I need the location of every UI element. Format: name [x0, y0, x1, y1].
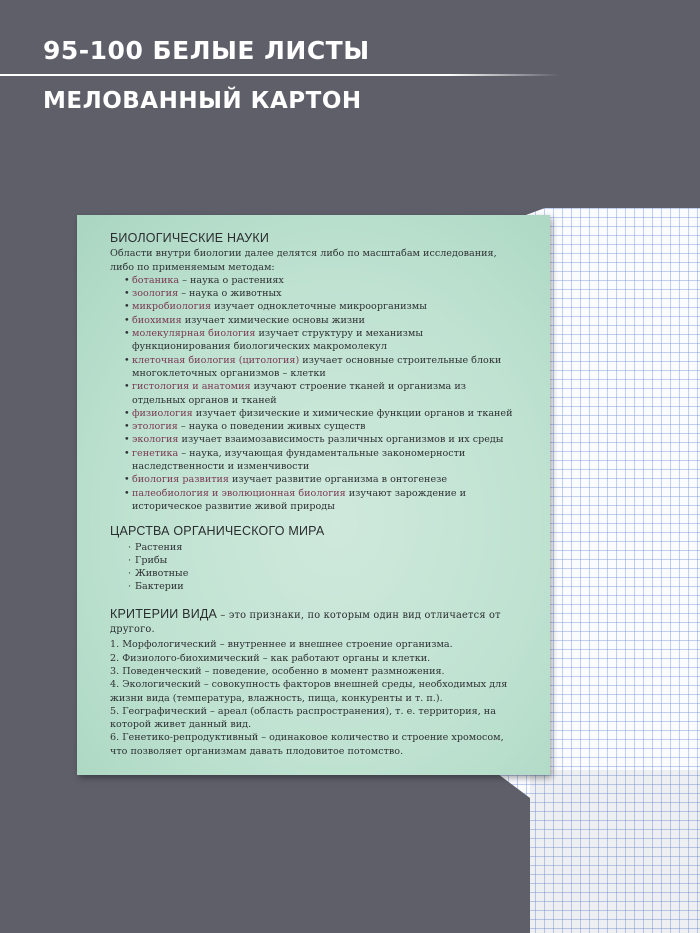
bio-description: изучает химические основы жизни — [181, 314, 365, 326]
bio-intro: Области внутри биологии далее делятся либо по масштабам исследования, либо по применяемым методам: — [110, 248, 497, 273]
bio-list-item — [124, 314, 520, 327]
criteria-section — [110, 608, 520, 758]
bio-list-item — [124, 327, 520, 354]
criteria-title-rest: – это признаки, по которым один вид отличается от другого. — [110, 609, 501, 636]
bio-list-item — [124, 487, 520, 514]
criteria-item: 2. Физиолого-биохимический – как работают органы и клетки. — [110, 652, 431, 664]
bio-title: БИОЛОГИЧЕСКИЕ НАУКИ — [110, 231, 270, 245]
cover-content — [110, 232, 520, 758]
bio-description: изучает физические и химические функции органов и тканей — [192, 407, 513, 419]
kingdoms-list — [110, 541, 520, 594]
bio-term: экология — [132, 434, 179, 446]
bio-section — [110, 232, 520, 513]
kingdom-item: · Животные — [128, 567, 520, 580]
bio-list-item — [124, 447, 520, 474]
bio-list-item — [124, 407, 520, 420]
bio-list-item — [124, 380, 520, 407]
bio-term: биология развития — [132, 474, 229, 486]
sheet-shadow — [530, 770, 700, 933]
kingdom-item: · Грибы — [128, 554, 520, 567]
bio-term: генетика — [132, 447, 179, 459]
bio-term: этология — [132, 421, 178, 433]
bio-term: биохимия — [132, 314, 182, 326]
headline-divider — [0, 74, 560, 76]
bio-description: изучает одноклеточные микроорганизмы — [211, 301, 427, 313]
bio-list — [110, 274, 520, 513]
bio-term: молекулярная биология — [132, 328, 256, 340]
criteria-title: КРИТЕРИИ ВИДА — [110, 606, 218, 621]
bio-list-item — [124, 473, 520, 486]
bio-list-item — [124, 274, 520, 287]
bio-term: ботаника — [132, 274, 180, 286]
bio-term: клеточная биология (цитология) — [132, 354, 300, 366]
bio-term: гистология и анатомия — [132, 381, 251, 393]
criteria-item: 6. Генетико-репродуктивный – одинаковое количество и строение хромосом, что позволяет организмам давать плодовитое потомство. — [110, 732, 504, 757]
criteria-heading — [110, 608, 520, 637]
kingdom-item: · Бактерии — [128, 580, 520, 593]
bio-description: изучает взаимозависимость различных организмов и их среды — [178, 434, 504, 446]
bio-list-item — [124, 287, 520, 300]
bio-term: палеобиология и эволюционная биология — [132, 487, 346, 499]
bio-description: – наука о растениях — [179, 274, 284, 286]
criteria-item: 5. Географический – ареал (область распространения), т. е. территория, на которой живет данный вид. — [110, 705, 496, 731]
kingdom-item: · Растения — [128, 541, 520, 554]
bio-list-item — [124, 354, 520, 381]
criteria-item: 1. Морфологический – внутреннее и внешнее строение организма. — [110, 639, 453, 651]
bio-description: изучает структуру и механизмы функционирования биологических макромолекул — [132, 328, 423, 353]
bio-description: – наука о поведении живых существ — [177, 421, 366, 433]
kingdoms-section — [110, 525, 520, 593]
criteria-item: 4. Экологический – совокупность факторов внешней среды, необходимых для жизни вида (температура, влажность, пища, конкуренты и т. п.). — [110, 679, 508, 704]
headline-line-1: 95-100 БЕЛЫЕ ЛИСТЫ — [43, 36, 370, 65]
bio-description: – наука, изучающая фундаментальные закономерности наследственности и изменчивости — [132, 447, 466, 473]
bio-description: изучает основные строительные блоки многоклеточных организмов – клетки — [132, 354, 502, 379]
bio-description: изучает развитие организма в онтогенезе — [228, 474, 448, 486]
bio-description: изучают строение тканей и организма из отдельных органов и тканей — [132, 381, 466, 406]
bio-term: зоология — [132, 288, 179, 300]
bio-term: физиология — [132, 407, 193, 419]
bio-list-item — [124, 420, 520, 433]
bio-list-item — [124, 433, 520, 446]
kingdoms-title: ЦАРСТВА ОРГАНИЧЕСКОГО МИРА — [110, 524, 325, 539]
bio-list-item — [124, 300, 520, 313]
bio-term: микробиология — [132, 301, 212, 313]
headline-line-2: МЕЛОВАННЫЙ КАРТОН — [43, 88, 362, 114]
bio-description: изучают зарождение и историческое развитие живой природы — [132, 487, 466, 512]
criteria-item: 3. Поведенческий – поведение, особенно в момент размножения. — [110, 665, 445, 677]
criteria-list — [110, 638, 520, 758]
bio-description: – наука о животных — [178, 288, 282, 300]
